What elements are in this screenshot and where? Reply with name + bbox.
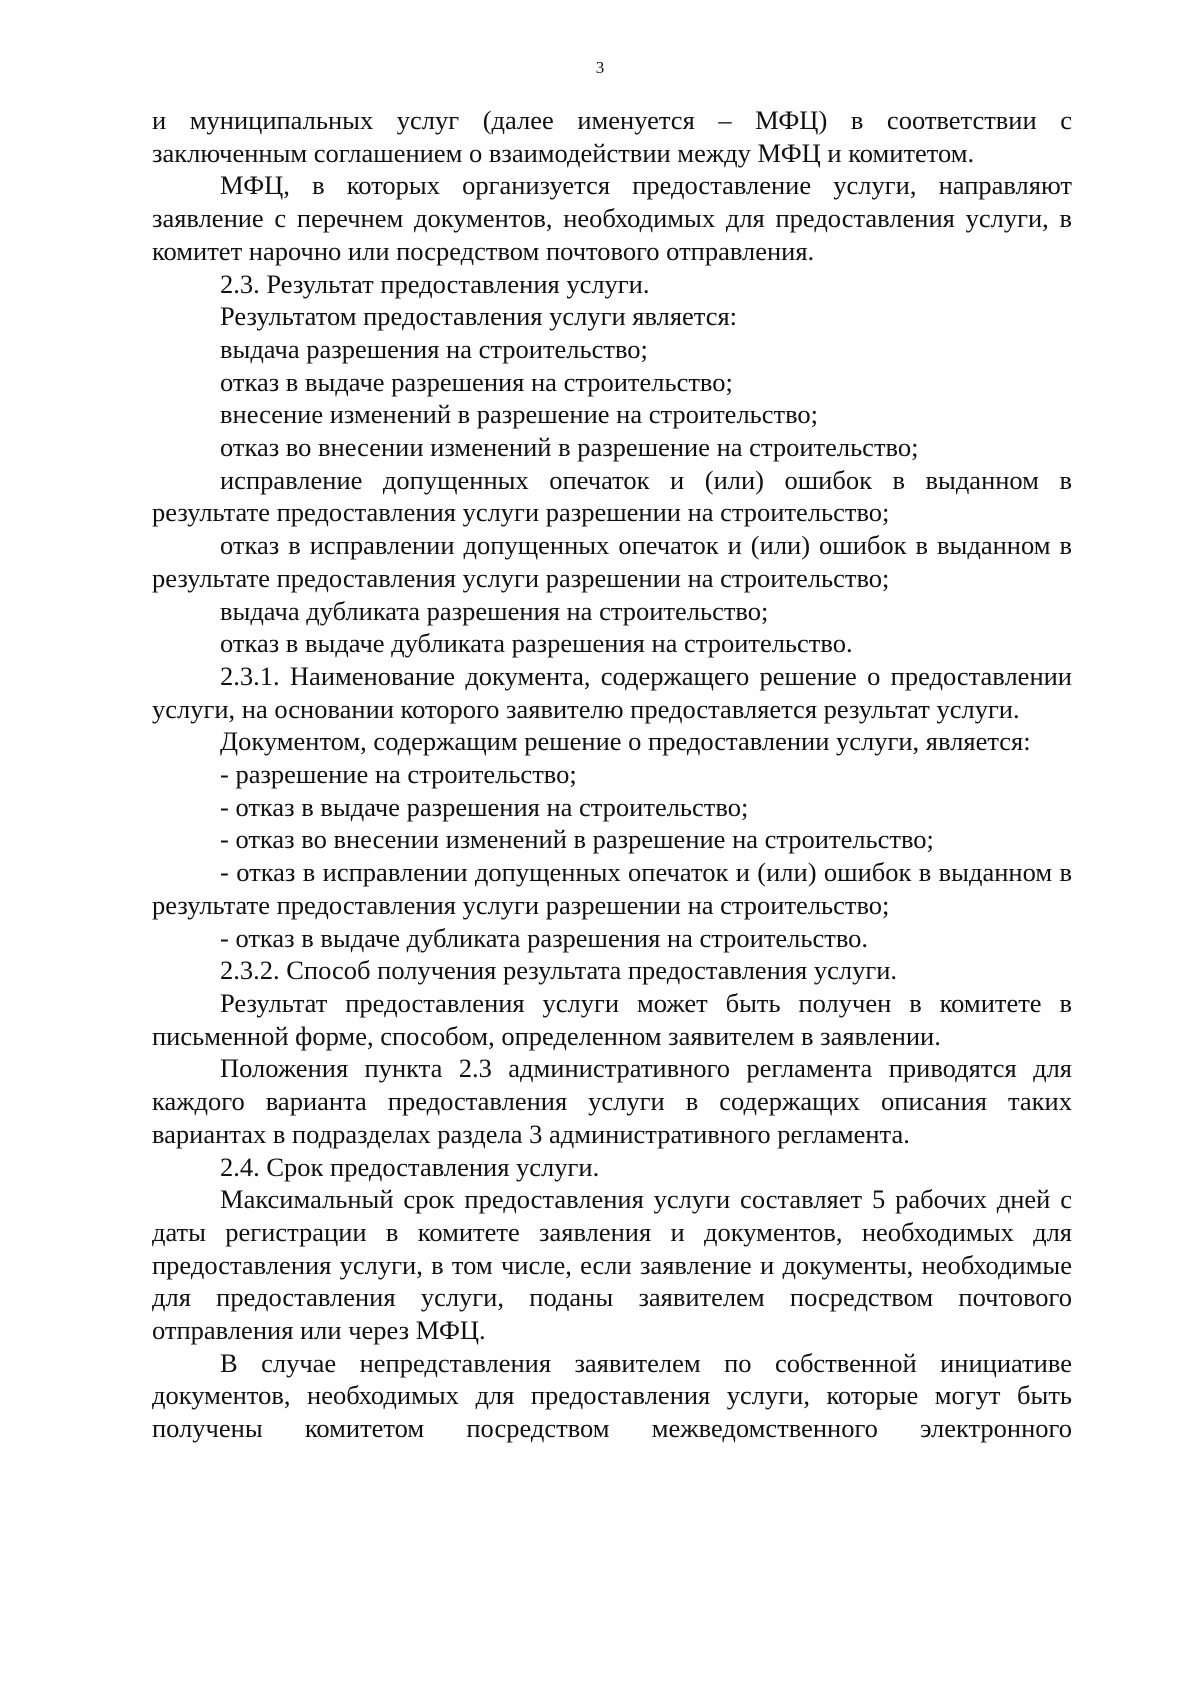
- paragraph-provisions-2-3: Положения пункта 2.3 административного регламента приводятся для каждого варианта предоставления услуги в содержащих описания таких вариантах в подразделах раздела 3 административного регламента.: [152, 1053, 1072, 1149]
- section-heading-2-3: 2.3. Результат предоставления услуги.: [220, 268, 650, 299]
- document-item: - отказ во внесении изменений в разрешение на строительство;: [220, 824, 934, 855]
- paragraph-continuation-mfc: и муниципальных услуг (далее именуется – МФЦ) в соответствии с заключенным соглашением о взаимодействии между МФЦ и комитетом.: [152, 105, 1072, 168]
- paragraph-document-intro: Документом, содержащим решение о предоставлении услуги, является:: [220, 726, 1031, 757]
- result-item: отказ в выдаче дубликата разрешения на строительство.: [220, 628, 853, 659]
- result-item: внесение изменений в разрешение на строительство;: [220, 399, 819, 430]
- result-item: выдача разрешения на строительство;: [220, 333, 648, 364]
- document-item: - отказ в выдаче дубликата разрешения на строительство.: [220, 922, 869, 953]
- section-heading-2-3-2: 2.3.2. Способ получения результата предоставления услуги.: [220, 955, 898, 986]
- paragraph-max-term: Максимальный срок предоставления услуги составляет 5 рабочих дней с даты регистрации в комитете заявления и документов, необходимых для предоставления услуги, в том числе, если заявление и документы, необходимые для предоставления услуги, поданы заявителем посредством почтового отправления или через МФЦ.: [152, 1184, 1072, 1346]
- paragraph-result-intro: Результатом предоставления услуги является:: [220, 301, 738, 332]
- document-body: [152, 104, 1072, 1445]
- result-item: отказ во внесении изменений в разрешение на строительство;: [220, 432, 919, 463]
- result-item: исправление допущенных опечаток и (или) ошибок в выданном в результате предоставления услуги разрешении на строительство;: [152, 464, 1072, 528]
- paragraph-mfc-send-application: МФЦ, в которых организуется предоставление услуги, направляют заявление с перечнем документов, необходимых для предоставления услуги, в комитет нарочно или посредством почтового отправления.: [152, 170, 1072, 266]
- paragraph-result-receipt: Результат предоставления услуги может быть получен в комитете в письменной форме, способом, определенном заявителем в заявлении.: [152, 987, 1072, 1051]
- document-item: - отказ в выдаче разрешения на строительство;: [220, 791, 749, 822]
- page-number: 3: [595, 58, 605, 77]
- section-heading-2-4: 2.4. Срок предоставления услуги.: [220, 1151, 600, 1182]
- paragraph-non-submission: В случае непредставления заявителем по собственной инициативе документов, необходимых для предоставления услуги, которые могут быть получены комитетом посредством межведомственного электронного: [152, 1347, 1072, 1444]
- document-item: - разрешение на строительство;: [220, 759, 577, 790]
- result-item: отказ в исправлении допущенных опечаток и (или) ошибок в выданном в результате предоставления услуги разрешении на строительство;: [152, 530, 1072, 593]
- result-item: выдача дубликата разрешения на строительство;: [220, 595, 769, 626]
- document-item: - отказ в исправлении допущенных опечаток и (или) ошибок в выданном в результате предоставления услуги разрешении на строительство;: [152, 857, 1072, 920]
- result-item: отказ в выдаче разрешения на строительство;: [220, 366, 733, 397]
- section-heading-2-3-1: 2.3.1. Наименование документа, содержащего решение о предоставлении услуги, на основании которого заявителю предоставляется результат услуги.: [152, 660, 1072, 724]
